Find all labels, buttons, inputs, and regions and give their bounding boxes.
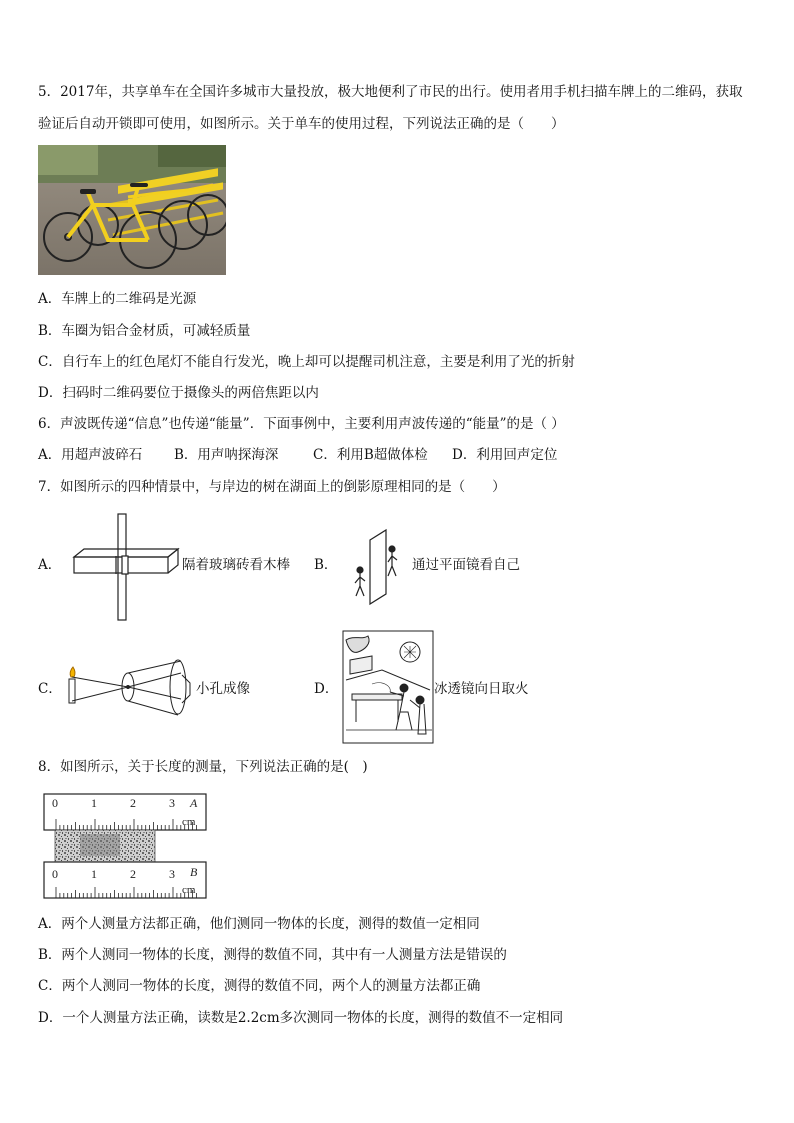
q5-stem-line2: 验证后自动开锁即可使用，如图所示。关于单车的使用过程，下列说法正确的是（ ） — [38, 116, 565, 132]
ice-lens-fire-figure — [342, 630, 434, 744]
q8-option-a: A．两个人测量方法都正确，他们测同一物体的长度，测得的数值一定相同 — [38, 916, 480, 932]
ruler-a-tick-1: 1 — [91, 796, 97, 810]
q7-option-d-letter: D． — [314, 681, 339, 697]
ruler-b-tick-2: 2 — [130, 867, 136, 881]
ruler-b-tick-1: 1 — [91, 867, 97, 881]
bicycle-photo — [38, 145, 226, 275]
ruler-b-tick-3: 3 — [169, 867, 175, 881]
q7-option-c-letter: C． — [38, 681, 62, 697]
q8-option-b: B．两个人测同一物体的长度，测得的数值不同，其中有一人测量方法是错误的 — [38, 947, 507, 963]
pinhole-camera-figure — [66, 655, 194, 719]
plane-mirror-figure — [348, 528, 412, 606]
q7-option-d-caption: 冰透镜向日取火 — [434, 681, 529, 697]
ruler-a-label: A — [190, 796, 198, 810]
q8-option-c: C．两个人测同一物体的长度，测得的数值不同，两个人的测量方法都正确 — [38, 978, 481, 994]
q5-option-c: C．自行车上的红色尾灯不能自行发光，晚上却可以提醒司机注意，主要是利用了光的折射 — [38, 354, 575, 370]
q8-option-d: D．一个人测量方法正确，读数是2.2cm多次测同一物体的长度，测得的数值不一定相同 — [38, 1010, 564, 1026]
q7-option-a-caption: 隔着玻璃砖看木棒 — [182, 557, 290, 573]
ruler-a-tick-0: 0 — [52, 796, 58, 810]
ruler-a-unit: cm — [182, 816, 196, 828]
q7-option-a-letter: A． — [38, 557, 62, 573]
rulers-figure — [40, 792, 210, 902]
q5-option-b: B．车圈为铝合金材质，可减轻质量 — [38, 323, 251, 339]
ruler-a-tick-2: 2 — [130, 796, 136, 810]
q5-option-a: A．车牌上的二维码是光源 — [38, 291, 197, 307]
q7-option-b-caption: 通过平面镜看自己 — [412, 557, 520, 573]
q6-stem: 6．声波既传递“信息”也传递“能量”．下面事例中，主要利用声波传递的“能量”的是（ ） — [38, 416, 565, 432]
q7-option-c-caption: 小孔成像 — [196, 681, 250, 697]
ruler-b-unit: cm — [182, 884, 196, 896]
q7-option-b-letter: B． — [314, 557, 338, 573]
ruler-b-label: B — [190, 865, 198, 879]
q8-stem: 8．如图所示，关于长度的测量，下列说法正确的是( ) — [38, 759, 368, 775]
ruler-a-tick-3: 3 — [169, 796, 175, 810]
glass-brick-stick-figure — [70, 512, 180, 622]
q5-option-d: D．扫码时二维码要位于摄像头的两倍焦距以内 — [38, 385, 319, 401]
q5-stem-line1: 5．2017年，共享单车在全国许多城市大量投放，极大地便利了市民的出行。使用者用手机扫描车牌上的二维码，获取 — [38, 84, 743, 100]
q6-option-c: C．利用B超做体检 — [313, 447, 428, 463]
q6-option-a: A．用超声波碎石 — [38, 447, 143, 463]
q6-option-d: D．利用回声定位 — [452, 447, 558, 463]
q7-stem: 7．如图所示的四种情景中，与岸边的树在湖面上的倒影原理相同的是（ ） — [38, 479, 506, 495]
q6-option-b: B．用声呐探海深 — [174, 447, 279, 463]
ruler-b-tick-0: 0 — [52, 867, 58, 881]
